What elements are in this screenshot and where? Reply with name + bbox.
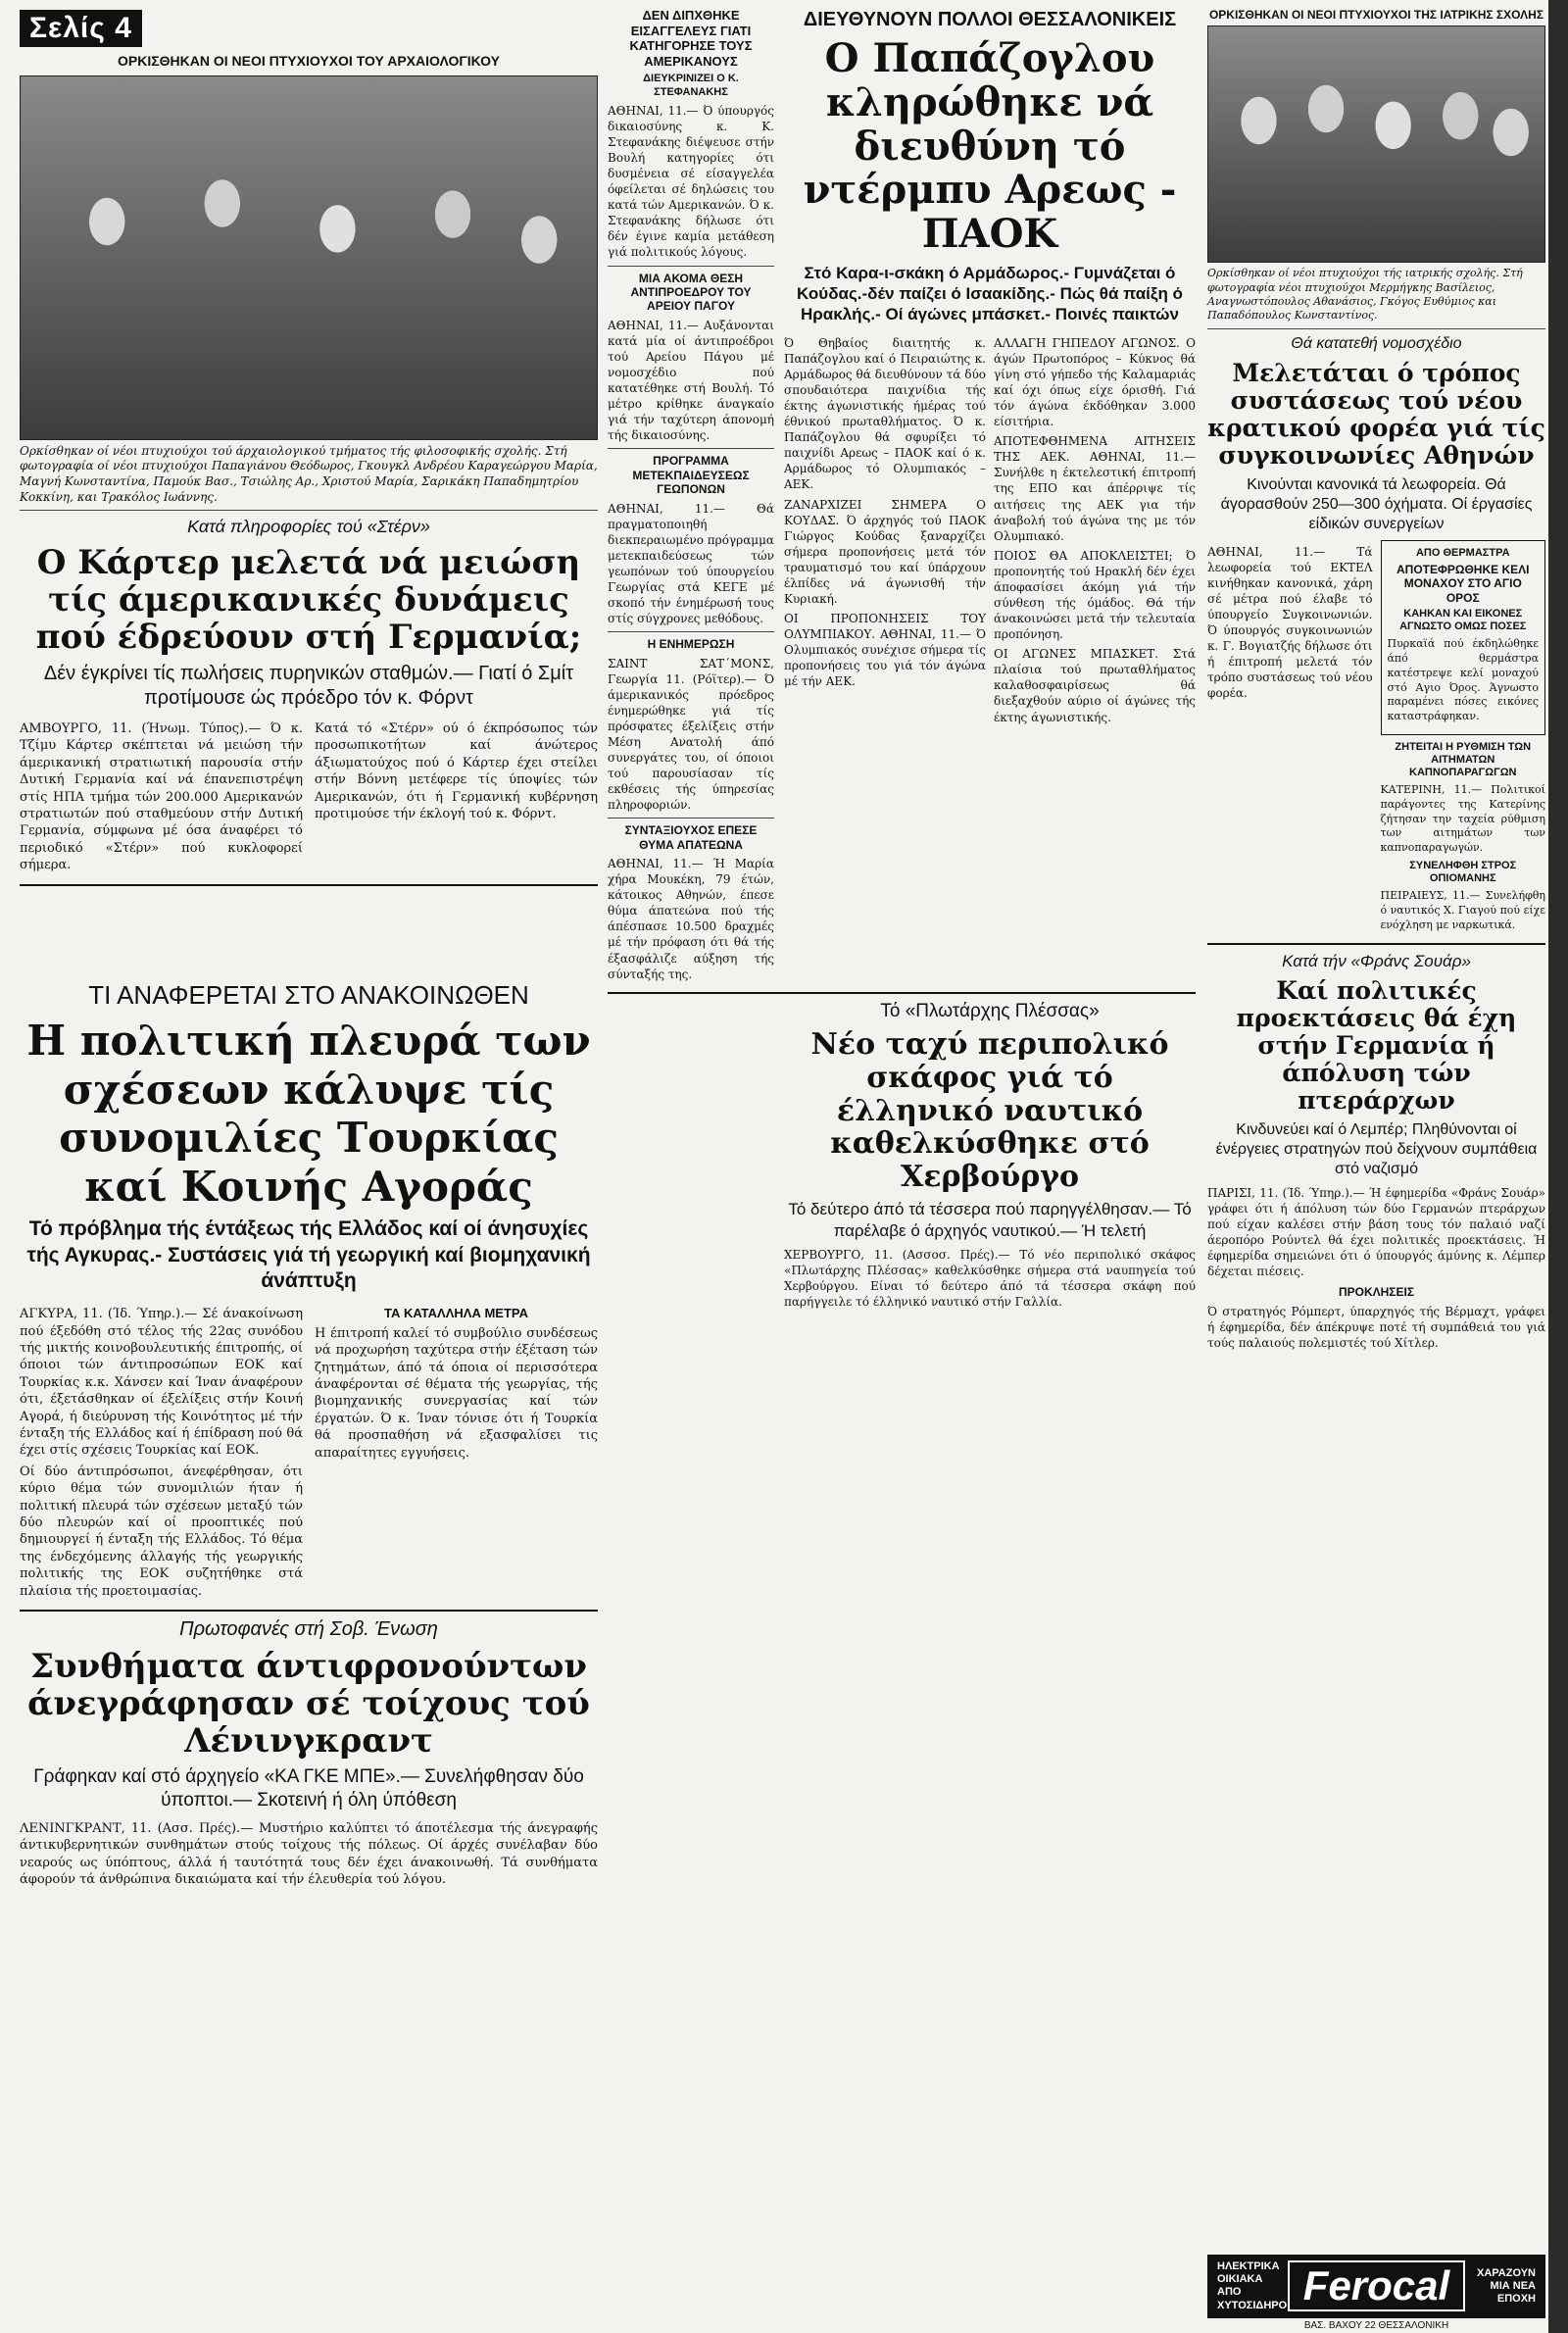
soviet-subheadline: Γράφηκαν καί στό άρχηγείο «ΚΑ ΓΚΕ ΜΠΕ».— Συνελήφθησαν δύο ύποπτοι.— Σκοτεινή ή όλη ύπόθεση [33,1766,584,1812]
turkey-body-2: Οί δύο άντιπρόσωποι, άνεφέρθησαν, ότι κύριο θέμα τών συνομιλιών ήταν ή πολιτική πλευρά τών σχέσεων μεταξύ τών δύο πλευρών καί οί προοπτικές πού δημιουργεί ή ένταξη τής Ελλάδος. Τό θέμα της ένδεχόμενης άλλαγής τής γεωργικής πολιτικής της ΕΟΚ συζητήθηκε στά πλαίσια τής προετοιμασίας. [20,1464,303,1599]
transport-subheadline: Κινούνται κανονικά τά λεωφορεία. Θά άγορασθούν 250—300 όχήματα. Οί έργασίες είδικών συνεργείων [1220,475,1533,532]
sport-main [784,8,1196,986]
archaeology-photo-title: ΟΡΚΙΣΘΗΚΑΝ ΟΙ ΝΕΟΙ ΠΤΥΧΙΟΥΧΟΙ ΤΟΥ ΑΡΧΑΙΟΛΟΓΙΚΟΥ [118,53,500,69]
carter-subheadline: Δέν έγκρίνει τίς πωλήσεις πυρηνικών σταθμών.— Γιατί ό Σμίτ προτίμουσε ώς πρόεδρο τόν κ. Φόρντ [43,662,574,709]
germany-kicker: Κατά τήν «Φράνς Σουάρ» [1282,951,1471,970]
tobacco-body: ΚΑΤΕΡΙΝΗ, 11.— Πολιτικοί παράγοντες της Κατερίνης ζήτησαν την ταχεία ρύθμιση των αιτημάτων των καπνοπαραγωγών. [1380,783,1545,855]
athos-sub: ΚΑΗΚΑΝ ΚΑΙ ΕΙΚΟΝΕΣ ΑΓΝΩΣΤΟ ΟΜΩΣ ΠΟΣΕΣ [1399,607,1527,633]
sport-body-4: ΖΑΝΑΡΧΙΖΕΙ ΣΗΜΕΡΑ Ο ΚΟΥΔΑΣ. Ό άρχηγός τού ΠΑΟΚ Γιώργος Κούδας ξαναρχίζει σήμερα προπονήσεις μετά τόν τραυματισμό του καί ύπάρχουν έλπίδες νά άγωνισθή τήν Κυριακή. [784,497,986,606]
soviet-body: ΛΕΝΙΝΓΚΡΑΝΤ, 11. (Ασσ. Πρές).— Μυστήριο καλύπτει τό άποτέλεσμα τής άνεγραφής άντικυβερνητικών συνθημάτων στούς τοίχους τής πόλεως. Οί άρχές συνέλαβαν δύο νεαρούς ως ύπόπτους, άλλά ή ταυτότητά τους δέν έχει άνακοινωθή. Τά συνθήματα άφορούν τά άνθρώπινα δικαιώματα καί τήν έλευθερία τού λόγου. [20,1820,598,1887]
provocations-label: ΠΡΟΚΛΗΣΕΙΣ [1338,1285,1415,1300]
right-column [1207,8,1545,1355]
prosecutor-kicker: ΔΕΝ ΔΙΠΧΘΗΚΕ ΕΙΣΑΓΓΕΛΕΥΣ ΓΙΑΤΙ ΚΑΤΗΓΟΡΗΣΕ ΤΟΥΣ ΑΜΕΡΙΚΑΝΟΥΣ [629,8,753,69]
left-column [20,0,598,892]
tobacco-kicker: ΖΗΤΕΙΤΑΙ Η ΡΥΘΜΙΣΗ ΤΩΝ ΑΙΤΗΜΑΤΩΝ ΚΑΠΝΟΠΑΡΑΓΩΓΩΝ [1395,740,1532,779]
turkey-kicker: ΤΙ ΑΝΑΦΕΡΕΤΑΙ ΣΤΟ ΑΝΑΚΟΙΝΩΘΕΝ [88,980,529,1010]
sport-body-5: ΠΟΙΟΣ ΘΑ ΑΠΟΚΛΕΙΣΤΕΙ; Ό προπονητής τού Ηρακλή δέν έχει άποφασίσει άκόμη γιά τήν σύνθεση τής όμάδος. Θά τήν άνακοινώσει μετά τήν τελευταία προπόνηση. [994,548,1196,642]
ferocal-ad [1207,2255,1545,2331]
turkey-headline: Η πολιτική πλευρά των σχέσεων κάλυψε τίς συνομιλίες Τουρκίας καί Κοινής Αγοράς [26,1017,591,1211]
ad-left-text: ΗΛΕΚΤΡΙΚΑ ΟΙΚΙΑΚΑ ΑΠΟ ΧΥΤΟΣΙΔΗΡΟ [1217,2260,1288,2311]
agronomists-body: ΑΘΗΝΑΙ, 11.— Θά πραγματοποιηθή διεκπεραιωμένο πρόγραμμα μετεκπαιδεύσεως τών γεωπόνων τού ύπουργείου Γεωργίας στά ΚΕΓΕ μέ σκοπό τήν ένημέρωσή τους στίς σύγχρονες μεθόδους. [608,501,774,626]
briefing-label: Η ΕΝΗΜΕΡΩΣΗ [647,637,735,652]
sport-subheadline: Στό Καρα-ι-σκάκη ό Αρμάδωρος.- Γυμνάζεται ό Κούδας.-δέν παίζει ό Ισαακίδης.- Πώς θά παίξη ό Ηρακλής.- Οί άγώνες μπάσκετ.- Ποινές παικτών [797,263,1183,324]
sport-kicker: ΔΙΕΥΘΥΝΟΥΝ ΠΟΛΛΟΙ ΘΕΣΣΑΛΟΝΙΚΕΙΣ [803,9,1177,30]
areios-kicker: ΜΙΑ ΑΚΟΜΑ ΘΕΣΗ ΑΝΤΙΠΡΟΕΔΡΟΥ ΤΟΥ ΑΡΕΙΟΥ ΠΑΓΟΥ [630,271,752,314]
soviet-kicker: Πρωτοφανές στή Σοβ. Ένωση [179,1618,438,1641]
medical-photo-caption: Ορκίσθηκαν οί νέοι πτυχιούχοι τής ιατρικής σχολής. Στή φωτογραφία νέοι πτυχιούχοι Μερμήγκης Βασίλειος, Αναγνωστόπουλος Αθανάσιος, Γκόγος Ευθύμιος και Παπαδόπουλος Κωνσταντίνος. [1207,267,1523,323]
ad-brand-logo: Ferocal [1288,2260,1465,2311]
prosecutor-body: ΑΘΗΝΑΙ, 11.— Ό ύπουργός δικαιοσύνης κ. Κ. Στεφανάκης διέψευσε στήν Βουλή κατηγορίες ότι δυσμένεια σέ είσαγγελέα όφείλεται σέ δηλώσεις του κατά τών Αμερικανών. Ό κ. Στεφανάκης δήλωσε ότι δέν έγινε καμία μετάθεση γιά πολιτικούς λόγους. [608,103,774,260]
mount-athos-box [1381,540,1546,735]
section-badge: Σελίς 4 [20,10,142,47]
carter-body: ΑΜΒΟΥΡΓΟ, 11. (Ήνωμ. Τύπος).— Ό κ. Τζίμυ Κάρτερ σκέπτεται νά μειώση τήν άμερικανική στρατιωτική παρουσία στήν Δυτική Γερμανία καί νά έπανεπιστρέψη στίς ΗΠΑ τμήμα τών 200.000 Αμερικανών στρατιωτών πού σταθμεύουν στήν Δυτική Γερμανία, σύμφωνα μέ όσα άναφέρει τό περιοδικό «Στέρν» πού κυκλοφορεί σήμερα. [20,720,303,873]
medical-graduates-photo [1207,25,1545,263]
sport-column [608,8,1196,1314]
turkey-body-1: ΑΓΚΥΡΑ, 11. (Ίδ. Ύπηρ.).— Σέ άνακοίνωση πού έξεδόθη στό τέλος τής 22ας συνόδου τής μικτής κοινοβουλευτικής έπιτροπής, οί όποιοι τών άντιπροσώπων ΕΟΚ καί Τουρκίας κ.κ. Χάνσεν καί Ίναν άναφέρουν ότι, έξετάσθηκαν οί έξελίξεις στήν Κοινή Αγορά, ή διεύρυνση τής Κοινότητος μέ τήν ένταξη τής Ελλάδος καί ή έπίδραση πού θά έχει στίς σχέσεις Τουρκίας καί ΕΟΚ. [20,1307,303,1459]
narrow-news-column [608,8,774,986]
navy-headline: Νέο ταχύ περιπολικό σκάφος γιά τό έλληνικό ναυτικό καθελκύσθηκε στό Χερβούργο [810,1027,1169,1194]
sport-body-3: ΑΠΟΤΕΦΘΗΜΕΝΑ ΑΙΤΗΣΕΙΣ ΤΗΣ ΑΕΚ. ΑΘΗΝΑΙ, 11.— Συνήλθε η έκτελεστική έπιτροπή της ΕΠΟ και άπέρριψε τίς αιτήσεις της ΑΕΚ για τήν άναβολή τού άγώνα της με τόν Ολυμπιακό. [994,434,1196,543]
athos-kicker: ΑΠΟ ΘΕΡΜΑΣΤΡΑ [1415,546,1510,559]
pensioner-body: ΑΘΗΝΑΙ, 11.— Ή Μαρία χήρα Μουκέκη, 79 έτών, κάτοικος Αθηνών, έπεσε θύμα άπατεώνα πού τής άπέσπασε 10.500 δραχμές μέ τήν πρόφαση ότι θά τής έξασφάλιζε αύξηση τής σύνταξής της. [608,857,774,981]
germany-subheadline: Κινδυνεύει καί ό Λεμπέρ; Πληθύνονται οί ένέργειες στρατηγών πού δείχνουν συμπάθεια στό ναζισμό [1215,1120,1538,1177]
athos-headline: ΑΠΟΤΕΦΡΩΘΗΚΕ ΚΕΛΙ ΜΟΝΑΧΟΥ ΣΤΟ ΑΓΙΟ ΟΡΟΣ [1396,562,1530,605]
athos-body: Πυρκαϊά πού έκδηλώθηκε άπό θερμάστρα κατέστρεψε κελί μοναχού στό Αγιο Όρος. Άγνωστο παραμένει πόσες εικόνες καταστράφηκαν. [1387,637,1539,722]
opium-body: ΠΕΙΡΑΙΕΥΣ, 11.— Συνελήφθη ό ναυτικός Χ. Γιαγού πού είχε ενόχληση με ναρκωτικά. [1380,889,1545,931]
measures-label: ΤΑ ΚΑΤΑΛΛΗΛΑ ΜΕΤΡΑ [384,1306,528,1321]
turkey-subheadline: Τό πρόβλημα τής έντάξεως τής Ελλάδος καί οί άνησυχίες τής Αγκυρας.- Συστάσεις γιά τή γεωργική καί βιομηχανική άνάπτυξη [26,1217,591,1292]
sport-body-2: ΑΛΛΑΓΗ ΓΗΠΕΔΟΥ ΑΓΩΝΟΣ. Ο άγών Πρωτοπόρος – Κύκνος θά γίνη στό γήπεδο τής Καλαμαριάς καί όχι όπως είχε όρισθή. Γιά τόν άγώνα έκδόθηκαν 3.000 είσιτήρια. [994,335,1196,429]
areios-body: ΑΘΗΝΑΙ, 11.— Αυξάνονται κατά μία οί άντιπροέδροι τού Αρείου Πάγου μέ νομοσχέδιο πού κατατέθηκε στή Βουλή. Τό μέτρο κρίθηκε άναγκαίο γιά τήν ταχύτερη άπονομή τής δικαιοσύνης. [608,318,774,443]
sport-headline: Ο Παπάζογλου κληρώθηκε νά διευθύνη τό ντέρμπυ Αρεως - ΠΑΟΚ [803,35,1177,258]
ad-address: ΒΑΣ. ΒΑΧΟΥ 22 ΘΕΣΣΑΛΟΝΙΚΗ [1303,2319,1449,2331]
transport-headline: Μελετάται ό τρόπος συστάσεως τού νέου κρατικού φορέα γιά τίς συγκοινωνίες Αθηνών [1207,358,1545,470]
transport-body: ΑΘΗΝΑΙ, 11.— Τά λεωφορεία τού ΕΚΤΕΛ κινήθηκαν κανονικά, χάρη σέ μέτρα πού έλαβε τό ύπουργείο Συγκοινωνιών. Ό ύπουργός συγκοινωνιών κ. Γ. Βογιατζής δήλωσε ότι ή έπιτροπή μελετά τόν τρόπο συστάσεως τού νέου φορέα. [1207,544,1373,701]
soviet-headline: Συνθήματα άντιφρονούντων άνεγράφησαν σέ τοίχους τού Λένινγκραντ [27,1647,590,1762]
archaeology-graduates-photo [20,75,598,440]
archaeology-photo-caption: Ορκίσθηκαν οί νέοι πτυχιούχοι τού άρχαιολογικού τμήματος τής φιλοσοφικής σχολής. Στή φωτογραφία οί νέοι πτυχιούχοι Παπαγιάνου Θεόδωρος, Γκουγκλ Ανδρέου Καραγεώργου Μαρία, Μαγνή Κωνσταντίνα, Παμούκ Βασ., Τσιώλης Αρ., Χριστού Μαρία, Σαρικάκη Παπαδημητρίου Κοκκίνη, και Τρακόλος Ιωάννης. [20,443,598,504]
ad-right-text: ΧΑΡΑΖΟΥΝ ΜΙΑ ΝΕΑ ΕΠΟΧΗ [1477,2266,1536,2305]
transport-kicker: Θά κατατεθή νομοσχέδιο [1291,334,1462,352]
medical-photo-title: ΟΡΚΙΣΘΗΚΑΝ ΟΙ ΝΕΟΙ ΠΤΥΧΙΟΥΧΟΙ ΤΗΣ ΙΑΤΡΙΚΗΣ ΣΧΟΛΗΣ [1208,8,1544,22]
turkey-story [20,980,598,1892]
prosecutor-sub: ΔΙΕΥΚΡΙΝΙΖΕΙ Ο Κ. ΣΤΕΦΑΝΑΚΗΣ [643,73,739,98]
navy-story [784,1000,1196,1311]
navy-kicker: Τό «Πλωτάρχης Πλέσσας» [880,1000,1100,1021]
germany-body: ΠΑΡΙΣΙ, 11. (Ίδ. Ύπηρ.).— Ή έφημερίδα «Φράνς Σουάρ» γράφει ότι ή άπόλυση τών δύο Γερμανών πτεράρχων πού είχαν καλέσει στήν βάση τους τόν παλαιό ναζί άεροπόρο Ρούντελ θά έχει πολιτικές προεκτάσεις. Ή έφημερίδα σημειώνει ότι ό ύπουργός άμύνης κ. Λέμπερ δέχεται πιέσεις. [1207,1185,1545,1279]
carter-body-2: Κατά τό «Στέρν» ού ό έκπρόσωπος τών προσωπικοτήτων καί άνώτερος άξιωματούχος πού ό Κάρτερ έχει στείλει στήν Βόννη μετέφερε τίς ύποψίες τών Αμερικανών, ότι ή Γερμανική κυβέρνηση προτιμούσε τήν έκλογή τού κ. Φόρντ. [315,720,598,821]
navy-body: ΧΕΡΒΟΥΡΓΟ, 11. (Ασσοσ. Πρές).— Τό νέο περιπολικό σκάφος «Πλωτάρχης Πλέσσας» καθελκύσθηκε σήμερα στά ναυπηγεία τού Χερβούργου. Είναι τό δεύτερο άπό τά τέσσερα σκάφη πού παρήγγειλε τό έλληνικό ναυτικό στήν Γαλλία. [784,1247,1196,1310]
pensioner-kicker: ΣΥΝΤΑΞΙΟΥΧΟΣ ΕΠΕΣΕ ΘΥΜΑ ΑΠΑΤΕΩΝΑ [624,823,758,852]
navy-subheadline: Τό δεύτερο άπό τά τέσσερα πού παρηγγέλθησαν.— Τό παρέλαβε ό άρχηγός ναυτικού.— Ή τελετή [788,1200,1192,1240]
germany-headline: Καί πολιτικές προεκτάσεις θά έχη στήν Γερμανία ή άπόλυση τών πτεράρχων [1236,975,1517,1115]
sport-body-6: ΟΙ ΠΡΟΠΟΝΗΣΕΙΣ ΤΟΥ ΟΛΥΜΠΙΑΚΟΥ. ΑΘΗΝΑΙ, 11.— Ό Ολυμπιακός συνέχισε σήμερα τίς προπονήσεις του γιά τόν άγώνα μέ τήν ΑΕΚ. [784,612,986,689]
opium-kicker: ΣΥΝΕΛΗΦΘΗ ΣΤΡΟΣ ΟΠΙΟΜΑΝΗΣ [1409,859,1517,885]
turkey-body-3: Η έπιτροπή καλεί τό συμβούλιο συνδέσεως νά προχωρήση ταχύτερα στήν έξέταση τών ζητημάτων, άπό τά όποια οί περισσότερα άναφέρονται σέ θέματα τής γεωργίας, τής βιομηχανικής συνεργασίας καί τών έργατών. Ό κ. Ίναν τόνισε ότι ή Τουρκία θά προσπαθήση νά εξασφαλίσει τις απαραίτητες εγγυήσεις. [315,1325,598,1461]
carter-kicker: Κατά πληροφορίες τού «Στέρν» [187,517,430,537]
carter-headline: Ο Κάρτερ μελετά νά μειώση τίς άμερικανικές δυνάμεις πού έδρεύουν στή Γερμανία; [35,542,582,657]
provocations-body: Ό στρατηγός Ρόμπερτ, ύπαρχηγός τής Βέρμαχτ, γράφει ή έφημερίδα, δέν άπέκρυψε ποτέ τή συμπάθειά του γιά τούς παλαιούς πολεμιστές τού Χίτλερ. [1207,1304,1545,1350]
sport-body-1: Ό Θηβαίος διαιτητής κ. Παπάζογλου καί ό Πειραιώτης κ. Αρμάδωρος θά διευθύνουν τά δύο σπουδαιότερα παιχνίδια τής έκτης άγωνιστικής ήμέρας τού έθνικού πρωταθλήματος. Ό κ. Παπάζογλου θά σφυρίξει τό παιχνίδι Αρεως – ΠΑΟΚ καί ό κ. Αρμάδωρος τό Ολυμπιακός – ΑΕΚ. [784,335,986,492]
briefing-body: ΣΑΙΝΤ ΣΑΤ΄ΜΟΝΣ, Γεωργία 11. (Ρόϊτερ).— Ό άμερικανικός πρόεδρος ένημερώθηκε γιά τίς πρόσφατες έξελίξεις στήν Μέση Ανατολή άπό συνεργάτες του, οί όποιοι τού παρουσίασαν τίς εκθέσεις τής ύπηρεσίας πληροφοριών. [608,656,774,813]
page-edge [1548,0,1568,2333]
agronomists-kicker: ΠΡΟΓΡΑΜΜΑ ΜΕΤΕΚΠΑΙΔΕΥΣΕΩΣ ΓΕΩΠΟΝΩΝ [632,454,750,497]
sport-body-7: ΟΙ ΑΓΩΝΕΣ ΜΠΑΣΚΕΤ. Στά πλαίσια τού πρωταθλήματος καλαθοσφαιρίσεως θά διεξαχθούν αύριο οί άγώνες τής έκτης άγωνιστικής. [994,647,1196,724]
